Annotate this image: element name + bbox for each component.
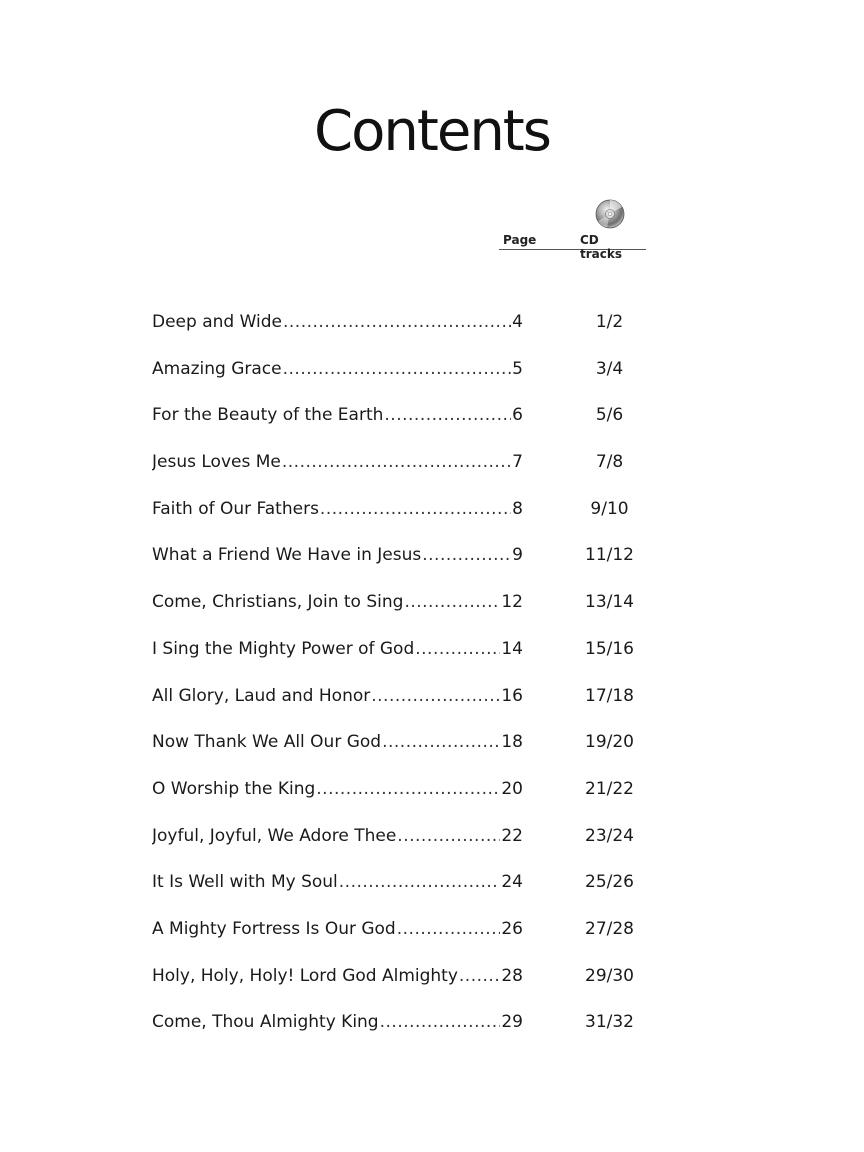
song-title: Amazing Grace [152, 358, 282, 379]
dot-leader [397, 822, 500, 850]
page-number: 6 [512, 405, 523, 426]
dot-leader [283, 308, 511, 336]
song-title: O Worship the King [152, 778, 316, 799]
song-title: Deep and Wide [152, 312, 282, 332]
dot-leader [415, 635, 500, 663]
song-title: Now Thank We All Our God [152, 732, 382, 753]
toc-entry [152, 635, 652, 682]
dot-leader [282, 448, 511, 476]
cd-tracks: 17/18 [585, 685, 634, 706]
page-title: Contents [314, 99, 550, 164]
cd-tracks: 25/26 [585, 872, 634, 893]
page-number: 5 [512, 358, 523, 379]
page-number: 14 [501, 638, 523, 659]
page-number: 29 [501, 1012, 523, 1033]
page-column-label: Page [503, 233, 537, 247]
toc-entry [152, 401, 652, 448]
page-number: 12 [501, 592, 523, 613]
toc-entry-line [152, 448, 523, 476]
page-number: 16 [501, 685, 523, 706]
toc-entry [152, 962, 652, 1009]
toc-entry-line [152, 822, 523, 850]
toc-entry-line [152, 775, 523, 803]
toc-entry [152, 355, 652, 402]
toc-entry-line [152, 588, 523, 616]
page-number: 9 [512, 545, 523, 566]
page-number: 8 [512, 498, 523, 519]
cd-tracks: 29/30 [585, 965, 634, 986]
cd-tracks: 7/8 [595, 452, 624, 473]
toc-entry [152, 822, 652, 869]
song-title: Jesus Loves Me [152, 452, 281, 473]
toc-entry-line [152, 868, 523, 896]
song-title: What a Friend We Have in Jesus [152, 545, 422, 566]
toc-entry-line [152, 915, 523, 943]
dot-leader [339, 868, 501, 896]
toc-entry-line [152, 728, 523, 756]
toc-entry-line [152, 635, 523, 663]
toc-entry-line [152, 401, 523, 429]
page-number: 20 [501, 778, 523, 799]
page-number: 4 [512, 312, 523, 332]
song-title: Come, Thou Almighty King [152, 1012, 379, 1033]
song-title: Faith of Our Fathers [152, 498, 319, 519]
toc-entry-line [152, 355, 523, 383]
dot-leader [422, 541, 511, 569]
song-title: I Sing the Mighty Power of God [152, 638, 415, 659]
toc-entry-line [152, 682, 523, 710]
song-title: A Mighty Fortress Is Our God [152, 918, 396, 939]
dot-leader [316, 775, 500, 803]
toc-entry [152, 588, 652, 635]
toc-entry [152, 541, 652, 588]
cd-tracks: 23/24 [585, 825, 634, 846]
toc-entry-line [152, 495, 523, 523]
toc-entry [152, 728, 652, 775]
dot-leader [320, 495, 511, 523]
dot-leader [283, 355, 512, 383]
cd-tracks: 9/10 [590, 498, 629, 519]
toc-entry [152, 448, 652, 495]
dot-leader [404, 588, 500, 616]
page-number: 7 [512, 452, 523, 473]
toc-entry [152, 868, 652, 915]
toc-entry-line [152, 541, 523, 569]
page-number: 24 [501, 872, 523, 893]
song-title: For the Beauty of the Earth [152, 405, 384, 426]
dot-leader [397, 915, 501, 943]
cd-tracks: 5/6 [595, 405, 624, 426]
song-title: Holy, Holy, Holy! Lord God Almighty [152, 965, 458, 986]
toc-entry-line [152, 962, 523, 990]
dot-leader [371, 682, 500, 710]
toc-entry [152, 915, 652, 962]
dot-leader [384, 401, 511, 429]
dot-leader [459, 962, 500, 990]
song-title: Joyful, Joyful, We Adore Thee [152, 825, 397, 846]
cd-tracks: 11/12 [585, 545, 634, 566]
toc-entry-line [152, 308, 523, 336]
toc-entry-line [152, 1008, 523, 1036]
cd-tracks: 31/32 [585, 1012, 634, 1033]
cd-tracks: 1/2 [595, 312, 624, 332]
toc-entry [152, 682, 652, 729]
page-number: 28 [501, 965, 523, 986]
cd-tracks: 19/20 [585, 732, 634, 753]
toc-entry [152, 308, 652, 355]
song-title: All Glory, Laud and Honor [152, 685, 371, 706]
cd-tracks: 13/14 [585, 592, 634, 613]
page-number: 18 [501, 732, 523, 753]
cd-disc-icon [595, 199, 625, 229]
cd-tracks: 21/22 [585, 778, 634, 799]
cd-tracks: 3/4 [595, 358, 624, 379]
dot-leader [380, 1008, 501, 1036]
page-number: 22 [501, 825, 523, 846]
toc-entry [152, 775, 652, 822]
song-title: Come, Christians, Join to Sing [152, 592, 404, 613]
cd-tracks: 27/28 [585, 918, 634, 939]
column-header [499, 232, 646, 261]
dot-leader [382, 728, 500, 756]
song-title: It Is Well with My Soul [152, 872, 338, 893]
page-number: 26 [501, 918, 523, 939]
cd-tracks: 15/16 [585, 638, 634, 659]
toc-entry [152, 495, 652, 542]
cd-tracks-column-label: CD tracks [580, 233, 622, 261]
toc-entry [152, 1008, 652, 1055]
contents-list [152, 308, 652, 1055]
